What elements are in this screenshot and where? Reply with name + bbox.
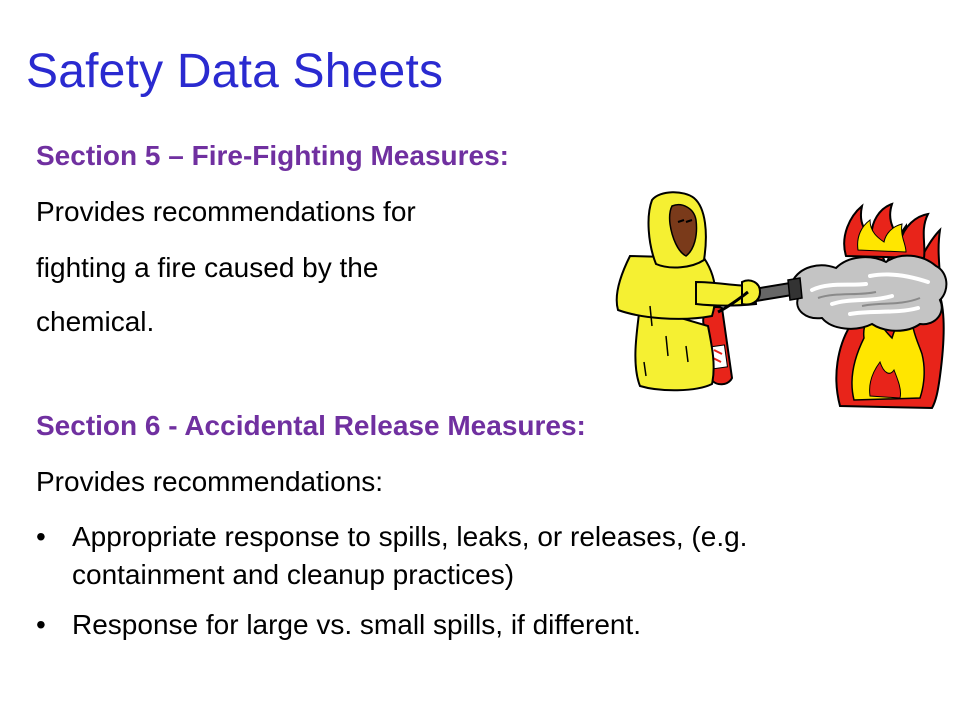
section-5-line-2: fighting a fire caused by the <box>36 252 379 283</box>
bullet-dot-icon: • <box>36 521 46 552</box>
bullet-item <box>36 606 936 644</box>
section-6-bullet-list <box>36 518 936 656</box>
bullet-text-line: containment and cleanup practices) <box>72 559 515 590</box>
firefighter-illustration <box>600 186 950 426</box>
section-5-line-3: chemical. <box>36 306 155 337</box>
bullet-text-line: Response for large vs. small spills, if different. <box>72 609 642 640</box>
section-5-heading: Section 5 – Fire-Fighting Measures: <box>36 140 509 171</box>
section-5-line-1: Provides recommendations for <box>36 196 416 227</box>
bullet-item <box>36 518 936 594</box>
smoke-spray-icon <box>789 256 947 331</box>
slide-title: Safety Data Sheets <box>26 45 444 98</box>
section-6-heading: Section 6 - Accidental Release Measures: <box>36 410 586 441</box>
firefighter-figure-icon <box>617 192 760 390</box>
bullet-text-line: Appropriate response to spills, leaks, or releases, (e.g. <box>72 521 748 552</box>
section-6-intro: Provides recommendations: <box>36 466 384 497</box>
bullet-dot-icon: • <box>36 609 46 640</box>
